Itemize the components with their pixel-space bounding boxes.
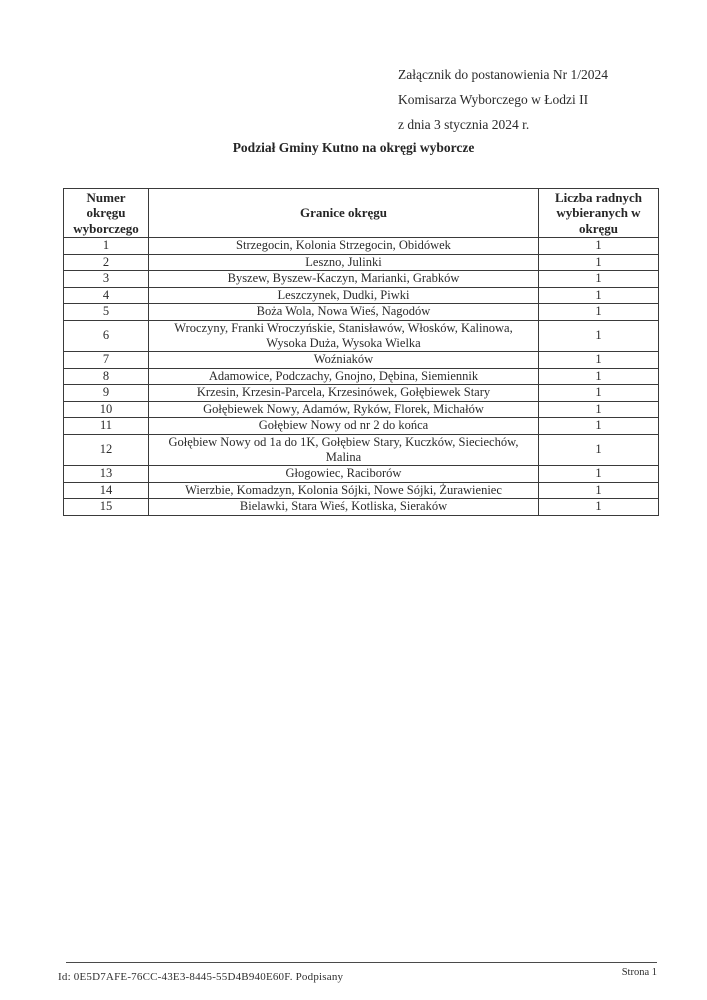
cell-councillors-count: 1 xyxy=(539,352,659,369)
cell-district-number: 12 xyxy=(64,434,149,466)
table-row xyxy=(64,304,659,321)
table-row xyxy=(64,254,659,271)
cell-district-boundaries: Krzesin, Krzesin-Parcela, Krzesinówek, Gołębiewek Stary xyxy=(149,385,539,402)
attachment-header-line-3: z dnia 3 stycznia 2024 r. xyxy=(398,117,530,132)
table-row xyxy=(64,287,659,304)
cell-councillors-count: 1 xyxy=(539,368,659,385)
table-header-row xyxy=(64,189,659,238)
cell-councillors-count: 1 xyxy=(539,466,659,483)
cell-district-boundaries: Woźniaków xyxy=(149,352,539,369)
table-row xyxy=(64,238,659,255)
table-row xyxy=(64,418,659,435)
table-row xyxy=(64,352,659,369)
cell-district-boundaries: Gołębiew Nowy od nr 2 do końca xyxy=(149,418,539,435)
table-row xyxy=(64,434,659,466)
cell-district-boundaries: Leszczynek, Dudki, Piwki xyxy=(149,287,539,304)
cell-district-number: 1 xyxy=(64,238,149,255)
table-row xyxy=(64,499,659,516)
table-row xyxy=(64,385,659,402)
cell-district-number: 13 xyxy=(64,466,149,483)
cell-district-boundaries: Boża Wola, Nowa Wieś, Nagodów xyxy=(149,304,539,321)
cell-district-number: 6 xyxy=(64,320,149,352)
footer-page-number: Strona 1 xyxy=(621,967,657,978)
table-row xyxy=(64,368,659,385)
cell-district-number: 8 xyxy=(64,368,149,385)
cell-district-boundaries: Strzegocin, Kolonia Strzegocin, Obidówek xyxy=(149,238,539,255)
cell-district-number: 4 xyxy=(64,287,149,304)
cell-district-boundaries: Gołębiewek Nowy, Adamów, Ryków, Florek, Michałów xyxy=(149,401,539,418)
column-header-councillors-count: Liczba radnych wybieranych w okręgu xyxy=(539,189,659,238)
cell-district-number: 15 xyxy=(64,499,149,516)
cell-district-number: 14 xyxy=(64,482,149,499)
cell-district-boundaries: Adamowice, Podczachy, Gnojno, Dębina, Siemiennik xyxy=(149,368,539,385)
attachment-header-line-2: Komisarza Wyborczego w Łodzi II xyxy=(398,92,589,107)
cell-councillors-count: 1 xyxy=(539,287,659,304)
cell-district-boundaries: Bielawki, Stara Wieś, Kotliska, Sieraków xyxy=(149,499,539,516)
cell-district-number: 7 xyxy=(64,352,149,369)
cell-councillors-count: 1 xyxy=(539,254,659,271)
table-row xyxy=(64,401,659,418)
column-header-district-number: Numer okręgu wyborczego xyxy=(64,189,149,238)
cell-district-number: 5 xyxy=(64,304,149,321)
cell-district-boundaries: Byszew, Byszew-Kaczyn, Marianki, Grabków xyxy=(149,271,539,288)
attachment-header-line-1: Załącznik do postanowienia Nr 1/2024 xyxy=(398,67,608,82)
cell-councillors-count: 1 xyxy=(539,271,659,288)
electoral-districts-table xyxy=(63,188,659,516)
cell-councillors-count: 1 xyxy=(539,434,659,466)
cell-district-number: 2 xyxy=(64,254,149,271)
cell-district-boundaries: Gołębiew Nowy od 1a do 1K, Gołębiew Stary, Kuczków, Sieciechów, Malina xyxy=(149,434,539,466)
table-row xyxy=(64,466,659,483)
footer-document-id: Id: 0E5D7AFE-76CC-43E3-8445-55D4B940E60F. Podpisany xyxy=(58,971,344,983)
cell-district-number: 11 xyxy=(64,418,149,435)
cell-councillors-count: 1 xyxy=(539,320,659,352)
cell-district-boundaries: Wierzbie, Komadzyn, Kolonia Sójki, Nowe Sójki, Żurawieniec xyxy=(149,482,539,499)
cell-councillors-count: 1 xyxy=(539,418,659,435)
cell-councillors-count: 1 xyxy=(539,499,659,516)
cell-district-boundaries: Wroczyny, Franki Wroczyńskie, Stanisławów, Włosków, Kalinowa, Wysoka Duża, Wysoka Wielka xyxy=(149,320,539,352)
cell-district-boundaries: Leszno, Julinki xyxy=(149,254,539,271)
footer-divider xyxy=(66,962,657,963)
cell-councillors-count: 1 xyxy=(539,238,659,255)
table-row xyxy=(64,271,659,288)
cell-district-number: 3 xyxy=(64,271,149,288)
cell-district-number: 10 xyxy=(64,401,149,418)
cell-district-number: 9 xyxy=(64,385,149,402)
table-row xyxy=(64,320,659,352)
column-header-district-boundaries: Granice okręgu xyxy=(149,189,539,238)
cell-councillors-count: 1 xyxy=(539,482,659,499)
table-row xyxy=(64,482,659,499)
attachment-header xyxy=(398,62,608,137)
cell-councillors-count: 1 xyxy=(539,304,659,321)
cell-councillors-count: 1 xyxy=(539,385,659,402)
document-title: Podział Gminy Kutno na okręgi wyborcze xyxy=(232,140,475,155)
cell-councillors-count: 1 xyxy=(539,401,659,418)
cell-district-boundaries: Głogowiec, Raciborów xyxy=(149,466,539,483)
